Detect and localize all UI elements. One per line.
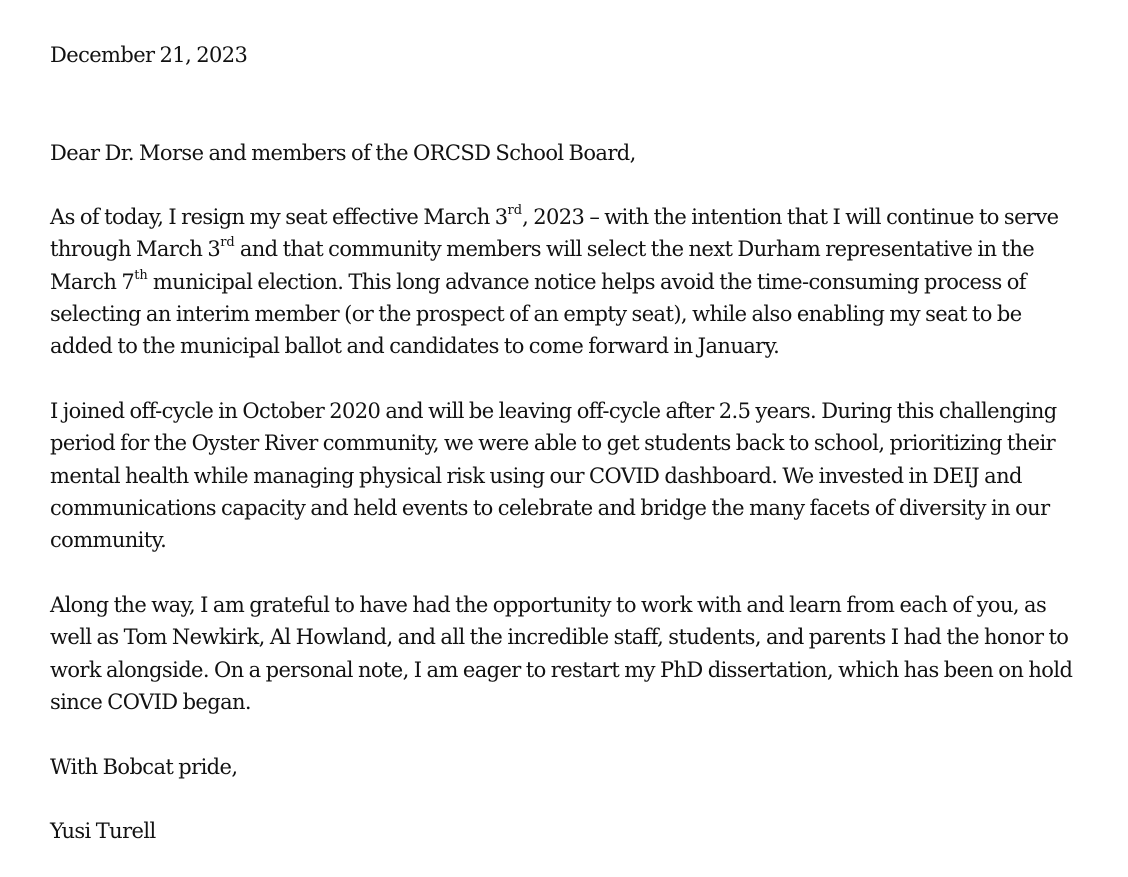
text-run: March 7	[50, 269, 135, 294]
letter-closing: With Bobcat pride,	[50, 755, 238, 779]
paragraph-line: well as Tom Newkirk, Al Howland, and all the incredible staff, students, and parents I had the honor to	[50, 625, 1069, 650]
paragraph-gratitude	[50, 589, 1072, 718]
paragraph-line: community.	[50, 528, 167, 553]
paragraph-line: communications capacity and held events to celebrate and bridge the many facets of diversity in our	[50, 495, 1050, 520]
paragraph-line: selecting an interim member (or the prospect of an empty seat), while also enabling my seat to be	[50, 301, 1022, 326]
text-run: through March 3	[50, 237, 221, 262]
paragraph-line: mental health while managing physical risk using our COVID dashboard. We invested in DEIJ and	[50, 463, 1022, 488]
paragraph-resignation	[50, 201, 1058, 362]
text-run: and that community members will select the next Durham representative in the	[234, 237, 1035, 262]
paragraph-line: added to the municipal ballot and candidates to come forward in January.	[50, 334, 780, 359]
paragraph-line: Along the way, I am grateful to have had the opportunity to work with and learn from each of you, as	[50, 593, 1047, 617]
paragraph-line	[50, 233, 1058, 265]
letter-signature: Yusi Turell	[50, 819, 156, 843]
text-run: municipal election. This long advance notice helps avoid the time-consuming process of	[147, 269, 1026, 294]
paragraph-line: period for the Oyster River community, we were able to get students back to school, prioritizing their	[50, 431, 1056, 456]
text-run: As of today, I resign my seat effective March 3	[50, 205, 508, 229]
paragraph-line	[50, 201, 1058, 233]
ordinal-suffix: rd	[507, 203, 523, 218]
paragraph-line	[50, 266, 1058, 298]
paragraph-line: work alongside. On a personal note, I am eager to restart my PhD dissertation, which has been on hold	[50, 657, 1073, 682]
letter-date: December 21, 2023	[50, 43, 248, 67]
text-run: , 2023 – with the intention that I will continue to serve	[522, 205, 1059, 229]
ordinal-suffix: th	[134, 267, 148, 283]
letter-salutation: Dear Dr. Morse and members of the ORCSD School Board,	[50, 141, 636, 165]
ordinal-suffix: rd	[220, 235, 235, 251]
paragraph-accomplishments	[50, 395, 1057, 556]
paragraph-line: since COVID began.	[50, 689, 252, 714]
paragraph-line: I joined off-cycle in October 2020 and will be leaving off-cycle after 2.5 years. During this challenging	[50, 399, 1057, 423]
